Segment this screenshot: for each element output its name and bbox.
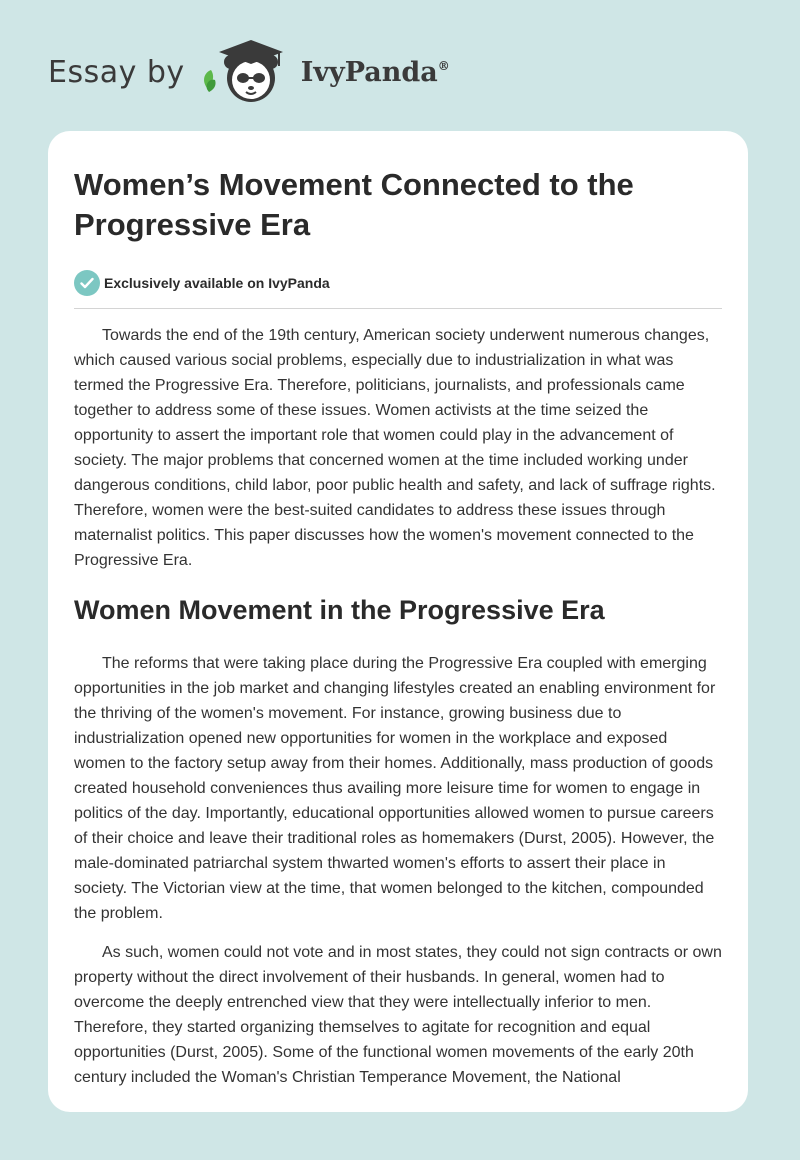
exclusive-label: Exclusively available on IvyPanda <box>104 275 330 291</box>
essay-card <box>48 131 748 1112</box>
panda-graduate-icon <box>199 36 295 108</box>
body-paragraph: As such, women could not vote and in most states, they could not sign contracts or own property without the direct involvement of their husbands. In general, women had to overcome the deeply entrenched view that they were intellectually inferior to men. Therefore, they started organizing themselves to agitate for recognition and equal opportunities (Durst, 2005). Some of the functional women movements of the early 20th century included the Woman's Christian Temperance Movement, the National <box>74 944 722 1086</box>
essay-title: Women’s Movement Connected to the Progressive Era <box>74 167 634 242</box>
brand-prefix: Essay by <box>48 54 185 90</box>
brand-header <box>48 36 450 108</box>
section-heading: Women Movement in the Progressive Era <box>74 595 605 625</box>
exclusive-badge <box>74 269 722 297</box>
brand-name: IvyPanda® <box>300 56 450 88</box>
body-paragraph: The reforms that were taking place during the Progressive Era coupled with emerging opportunities in the job market and changing lifestyles created an enabling environment for the thriving of the women's movement. For instance, growing business due to industrialization opened new opportunities for women in the workplace and exposed women to the factory setup away from their homes. Additionally, mass production of goods created household conveniences thus availing more leisure time for women to engage in politics of the day. Importantly, educational opportunities allowed women to pursue careers of their choice and leave their traditional roles as homemakers (Durst, 2005). However, the male-dominated patriarchal system thwarted women's efforts to assert their place in society. The Victorian view at the time, that women belonged to the kitchen, compounded the problem. <box>74 655 716 922</box>
registered-mark: ® <box>437 58 450 73</box>
check-circle-icon <box>74 270 100 296</box>
intro-paragraph: Towards the end of the 19th century, American society underwent numerous changes, which caused various social problems, especially due to industrialization in what was termed the Progressive Era. Therefore, politicians, journalists, and professionals came together to address some of these issues. Women activists at the time seized the opportunity to assert the important role that women could play in the advancement of society. The major problems that concerned women at the time included working under dangerous conditions, child labor, poor public health and safety, and lack of suffrage rights. Therefore, women were the best-suited candidates to address these issues through maternalist politics. This paper discusses how the women's movement connected to the Progressive Era. <box>74 327 716 569</box>
divider <box>74 308 722 309</box>
